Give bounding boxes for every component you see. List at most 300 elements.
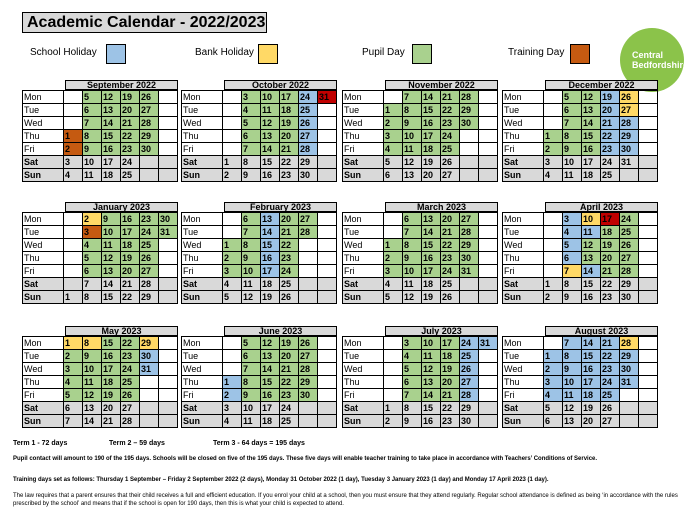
date-cell: 7 <box>242 226 261 239</box>
date-cell: 30 <box>620 291 639 304</box>
week-row <box>23 363 178 376</box>
date-cell: 27 <box>140 265 159 278</box>
date-cell <box>159 363 178 376</box>
week-row <box>503 213 658 226</box>
date-cell: 4 <box>83 239 102 252</box>
week-row <box>343 337 498 350</box>
date-cell <box>639 350 658 363</box>
date-cell <box>159 278 178 291</box>
day-label: Thu <box>343 130 384 143</box>
date-cell: 26 <box>140 252 159 265</box>
month-table <box>181 336 337 428</box>
day-label: Mon <box>503 337 544 350</box>
legend-swatch-school-holiday <box>106 44 126 64</box>
date-cell: 11 <box>242 415 261 428</box>
month-heading: July 2023 <box>385 326 498 336</box>
date-cell: 18 <box>582 389 601 402</box>
week-row <box>343 104 498 117</box>
date-cell: 2 <box>64 350 83 363</box>
date-cell <box>544 104 563 117</box>
date-cell <box>159 117 178 130</box>
date-cell: 14 <box>102 278 121 291</box>
date-cell: 24 <box>441 130 460 143</box>
date-cell: 25 <box>299 104 318 117</box>
day-label: Fri <box>503 389 544 402</box>
date-cell <box>639 130 658 143</box>
date-cell: 26 <box>601 402 620 415</box>
date-cell: 13 <box>582 252 601 265</box>
date-cell <box>318 169 337 182</box>
date-cell <box>639 291 658 304</box>
date-cell: 29 <box>460 239 479 252</box>
day-label: Wed <box>343 363 384 376</box>
date-cell: 13 <box>261 213 280 226</box>
date-cell: 24 <box>601 156 620 169</box>
date-cell: 15 <box>102 130 121 143</box>
date-cell: 28 <box>140 117 159 130</box>
date-cell <box>384 376 403 389</box>
week-row <box>182 239 337 252</box>
date-cell <box>159 239 178 252</box>
date-cell: 30 <box>299 169 318 182</box>
date-cell: 25 <box>121 169 140 182</box>
week-row <box>343 213 498 226</box>
day-label: Thu <box>23 130 64 143</box>
day-label: Fri <box>343 143 384 156</box>
day-label: Thu <box>343 252 384 265</box>
date-cell: 19 <box>601 91 620 104</box>
date-cell <box>318 363 337 376</box>
day-label: Thu <box>182 376 223 389</box>
date-cell: 11 <box>83 376 102 389</box>
week-row <box>182 291 337 304</box>
date-cell: 9 <box>242 252 261 265</box>
date-cell: 12 <box>261 117 280 130</box>
day-label: Tue <box>182 226 223 239</box>
date-cell: 1 <box>64 291 83 304</box>
date-cell: 12 <box>102 91 121 104</box>
date-cell: 21 <box>280 363 299 376</box>
day-label: Tue <box>23 226 64 239</box>
date-cell: 21 <box>102 415 121 428</box>
week-row <box>503 156 658 169</box>
day-label: Mon <box>23 91 64 104</box>
date-cell <box>318 156 337 169</box>
week-row <box>503 291 658 304</box>
date-cell <box>544 213 563 226</box>
date-cell <box>479 363 498 376</box>
month-heading: March 2023 <box>385 202 498 212</box>
date-cell <box>544 337 563 350</box>
date-cell: 30 <box>460 117 479 130</box>
date-cell: 14 <box>102 117 121 130</box>
week-row <box>503 350 658 363</box>
date-cell <box>140 389 159 402</box>
date-cell <box>639 337 658 350</box>
day-label: Mon <box>182 91 223 104</box>
week-row <box>23 226 178 239</box>
date-cell: 30 <box>620 143 639 156</box>
day-label: Wed <box>23 117 64 130</box>
date-cell: 11 <box>403 278 422 291</box>
date-cell <box>223 117 242 130</box>
legend-swatch-pupil-day <box>412 44 432 64</box>
week-row <box>343 156 498 169</box>
date-cell: 29 <box>140 337 159 350</box>
date-cell: 3 <box>64 363 83 376</box>
date-cell <box>159 104 178 117</box>
date-cell: 22 <box>280 376 299 389</box>
date-cell <box>544 226 563 239</box>
day-label: Mon <box>23 213 64 226</box>
date-cell: 1 <box>64 337 83 350</box>
date-cell: 11 <box>582 226 601 239</box>
date-cell: 17 <box>261 402 280 415</box>
date-cell: 2 <box>544 291 563 304</box>
date-cell: 26 <box>460 363 479 376</box>
date-cell: 5 <box>83 91 102 104</box>
date-cell: 16 <box>102 143 121 156</box>
date-cell: 13 <box>403 169 422 182</box>
date-cell <box>479 278 498 291</box>
date-cell: 2 <box>544 363 563 376</box>
date-cell <box>639 226 658 239</box>
month-heading: January 2023 <box>65 202 178 212</box>
pupil-contact-note: Pupil contact will amount to 190 of the 195 days. Schools will be closed on five of the 195 days. These five days will enable teacher training to take place in accordance with Teachers’ Conditions of Service. <box>13 456 598 462</box>
date-cell <box>479 291 498 304</box>
legend-label-school-holiday: School Holiday <box>30 47 97 58</box>
week-row <box>503 337 658 350</box>
date-cell <box>384 337 403 350</box>
date-cell: 8 <box>403 104 422 117</box>
day-label: Sat <box>503 402 544 415</box>
date-cell <box>159 156 178 169</box>
date-cell <box>159 389 178 402</box>
date-cell <box>479 156 498 169</box>
date-cell: 21 <box>121 278 140 291</box>
date-cell: 7 <box>83 117 102 130</box>
date-cell: 18 <box>280 104 299 117</box>
date-cell: 12 <box>582 91 601 104</box>
day-label: Fri <box>182 389 223 402</box>
date-cell: 20 <box>280 130 299 143</box>
date-cell <box>64 117 83 130</box>
week-row <box>23 376 178 389</box>
date-cell: 13 <box>102 104 121 117</box>
week-row <box>343 415 498 428</box>
date-cell: 30 <box>620 363 639 376</box>
day-label: Mon <box>343 213 384 226</box>
date-cell <box>318 130 337 143</box>
legend-swatch-bank-holiday <box>258 44 278 64</box>
date-cell: 11 <box>83 169 102 182</box>
day-label: Sat <box>23 402 64 415</box>
date-cell: 28 <box>140 278 159 291</box>
week-row <box>503 363 658 376</box>
date-cell <box>318 389 337 402</box>
week-row <box>503 169 658 182</box>
date-cell: 14 <box>582 337 601 350</box>
date-cell: 25 <box>460 350 479 363</box>
date-cell: 24 <box>121 156 140 169</box>
date-cell: 16 <box>422 117 441 130</box>
date-cell <box>64 91 83 104</box>
date-cell: 27 <box>140 104 159 117</box>
date-cell: 28 <box>299 143 318 156</box>
date-cell: 8 <box>83 291 102 304</box>
date-cell: 6 <box>403 376 422 389</box>
date-cell <box>223 337 242 350</box>
date-cell: 20 <box>601 252 620 265</box>
date-cell: 15 <box>422 402 441 415</box>
date-cell: 21 <box>280 143 299 156</box>
day-label: Wed <box>182 239 223 252</box>
month-table <box>181 212 337 304</box>
date-cell: 3 <box>223 265 242 278</box>
date-cell <box>64 213 83 226</box>
week-row <box>23 415 178 428</box>
date-cell <box>639 376 658 389</box>
date-cell <box>159 402 178 415</box>
date-cell: 8 <box>563 130 582 143</box>
date-cell <box>140 156 159 169</box>
date-cell: 3 <box>64 156 83 169</box>
date-cell: 29 <box>299 376 318 389</box>
date-cell: 14 <box>261 143 280 156</box>
week-row <box>182 104 337 117</box>
date-cell: 27 <box>299 130 318 143</box>
month-table <box>342 212 498 304</box>
week-row <box>343 389 498 402</box>
week-row <box>182 213 337 226</box>
date-cell <box>544 265 563 278</box>
month-february-2023 <box>181 202 337 304</box>
date-cell: 25 <box>140 239 159 252</box>
day-label: Sat <box>23 156 64 169</box>
date-cell: 22 <box>280 156 299 169</box>
date-cell: 17 <box>441 337 460 350</box>
date-cell <box>64 226 83 239</box>
week-row <box>182 278 337 291</box>
date-cell: 1 <box>544 130 563 143</box>
date-cell <box>639 213 658 226</box>
date-cell: 8 <box>242 239 261 252</box>
date-cell: 18 <box>102 376 121 389</box>
date-cell: 23 <box>601 291 620 304</box>
date-cell: 18 <box>121 239 140 252</box>
date-cell: 9 <box>403 252 422 265</box>
month-heading: May 2023 <box>65 326 178 336</box>
date-cell <box>159 337 178 350</box>
date-cell: 10 <box>242 402 261 415</box>
date-cell <box>223 226 242 239</box>
date-cell <box>318 265 337 278</box>
date-cell: 1 <box>223 156 242 169</box>
date-cell <box>479 389 498 402</box>
date-cell: 26 <box>299 337 318 350</box>
date-cell: 23 <box>601 363 620 376</box>
date-cell: 20 <box>422 169 441 182</box>
date-cell: 6 <box>563 104 582 117</box>
date-cell: 18 <box>261 278 280 291</box>
date-cell: 7 <box>83 278 102 291</box>
date-cell: 5 <box>563 91 582 104</box>
date-cell: 24 <box>121 363 140 376</box>
date-cell: 14 <box>83 415 102 428</box>
month-october-2022 <box>181 80 337 182</box>
date-cell: 22 <box>280 239 299 252</box>
month-heading: November 2022 <box>385 80 498 90</box>
week-row <box>343 226 498 239</box>
date-cell: 2 <box>64 143 83 156</box>
date-cell <box>479 213 498 226</box>
date-cell: 19 <box>280 337 299 350</box>
date-cell <box>384 226 403 239</box>
date-cell: 9 <box>102 213 121 226</box>
date-cell: 31 <box>460 265 479 278</box>
date-cell: 19 <box>601 239 620 252</box>
date-cell: 2 <box>384 415 403 428</box>
date-cell: 11 <box>261 104 280 117</box>
date-cell <box>299 402 318 415</box>
date-cell <box>620 402 639 415</box>
date-cell: 28 <box>620 265 639 278</box>
date-cell: 20 <box>441 213 460 226</box>
date-cell: 1 <box>384 239 403 252</box>
week-row <box>343 376 498 389</box>
date-cell: 6 <box>242 213 261 226</box>
date-cell: 17 <box>280 91 299 104</box>
date-cell: 3 <box>544 156 563 169</box>
date-cell: 14 <box>582 265 601 278</box>
week-row <box>503 239 658 252</box>
date-cell: 10 <box>242 265 261 278</box>
date-cell <box>544 91 563 104</box>
date-cell <box>620 169 639 182</box>
date-cell: 11 <box>102 239 121 252</box>
date-cell <box>639 415 658 428</box>
logo-line-2: Bedfordshire <box>632 60 689 70</box>
date-cell <box>223 350 242 363</box>
week-row <box>23 278 178 291</box>
month-heading: December 2022 <box>545 80 658 90</box>
date-cell: 31 <box>620 376 639 389</box>
date-cell: 12 <box>102 252 121 265</box>
date-cell: 12 <box>261 337 280 350</box>
date-cell: 10 <box>582 213 601 226</box>
date-cell: 5 <box>544 402 563 415</box>
date-cell: 27 <box>601 415 620 428</box>
week-row <box>182 337 337 350</box>
date-cell: 10 <box>403 265 422 278</box>
week-row <box>343 117 498 130</box>
week-row <box>343 91 498 104</box>
training-days-note: Training days set as follows: Thursday 1 September – Friday 2 September 2022 (2 days), Monday 31 October 2022 (1 day), Tuesday 3 January 2023 (1 day) and Monday 17 April 2023 (1 day). <box>13 477 549 483</box>
day-label: Thu <box>503 376 544 389</box>
date-cell: 18 <box>422 278 441 291</box>
date-cell: 12 <box>563 402 582 415</box>
date-cell: 17 <box>102 363 121 376</box>
date-cell: 25 <box>620 226 639 239</box>
date-cell: 4 <box>223 278 242 291</box>
legend-label-bank-holiday: Bank Holiday <box>195 47 254 58</box>
date-cell: 17 <box>422 130 441 143</box>
date-cell: 27 <box>441 169 460 182</box>
day-label: Sat <box>182 156 223 169</box>
date-cell: 30 <box>460 252 479 265</box>
date-cell: 16 <box>261 169 280 182</box>
legend-label-pupil-day: Pupil Day <box>362 47 405 58</box>
date-cell <box>159 415 178 428</box>
date-cell: 13 <box>582 104 601 117</box>
date-cell: 21 <box>601 117 620 130</box>
date-cell: 27 <box>620 104 639 117</box>
week-row <box>23 156 178 169</box>
date-cell: 23 <box>280 252 299 265</box>
date-cell: 7 <box>563 265 582 278</box>
week-row <box>23 389 178 402</box>
date-cell <box>460 130 479 143</box>
date-cell: 8 <box>563 278 582 291</box>
date-cell: 26 <box>299 117 318 130</box>
day-label: Thu <box>503 130 544 143</box>
week-row <box>182 252 337 265</box>
day-label: Fri <box>182 143 223 156</box>
day-label: Wed <box>503 363 544 376</box>
date-cell: 29 <box>299 156 318 169</box>
date-cell: 10 <box>422 337 441 350</box>
week-row <box>503 402 658 415</box>
date-cell <box>639 117 658 130</box>
date-cell <box>544 117 563 130</box>
date-cell: 10 <box>83 156 102 169</box>
week-row <box>23 265 178 278</box>
day-label: Wed <box>23 239 64 252</box>
date-cell <box>318 350 337 363</box>
date-cell: 19 <box>102 389 121 402</box>
date-cell <box>140 169 159 182</box>
date-cell <box>299 291 318 304</box>
date-cell: 10 <box>403 130 422 143</box>
date-cell: 6 <box>384 169 403 182</box>
date-cell: 3 <box>223 402 242 415</box>
date-cell: 23 <box>441 252 460 265</box>
date-cell: 24 <box>441 265 460 278</box>
date-cell: 1 <box>544 278 563 291</box>
date-cell: 23 <box>441 117 460 130</box>
date-cell: 4 <box>223 415 242 428</box>
date-cell: 26 <box>441 291 460 304</box>
date-cell: 20 <box>280 350 299 363</box>
date-cell: 22 <box>601 350 620 363</box>
day-label: Thu <box>343 376 384 389</box>
date-cell <box>479 104 498 117</box>
date-cell: 10 <box>563 376 582 389</box>
day-label: Tue <box>343 350 384 363</box>
date-cell: 14 <box>422 226 441 239</box>
month-table <box>502 90 658 182</box>
day-label: Mon <box>343 337 384 350</box>
day-label: Sun <box>343 415 384 428</box>
day-label: Sun <box>23 415 64 428</box>
date-cell: 26 <box>280 291 299 304</box>
logo-line-1: Central <box>632 50 664 60</box>
date-cell: 28 <box>620 117 639 130</box>
date-cell: 22 <box>121 130 140 143</box>
attendance-law-note: The law requires that a parent ensures that their child receives a full and efficient education. If you enrol your child at a school, then you must ensure that they attend regularly. Regular school attendance is defined as being ‘in accordance with the rules prescribed by the school’ and means that if the school is open for 190 days, then this is what your child is expected to attend. <box>13 493 678 507</box>
date-cell: 17 <box>582 156 601 169</box>
date-cell: 26 <box>620 91 639 104</box>
